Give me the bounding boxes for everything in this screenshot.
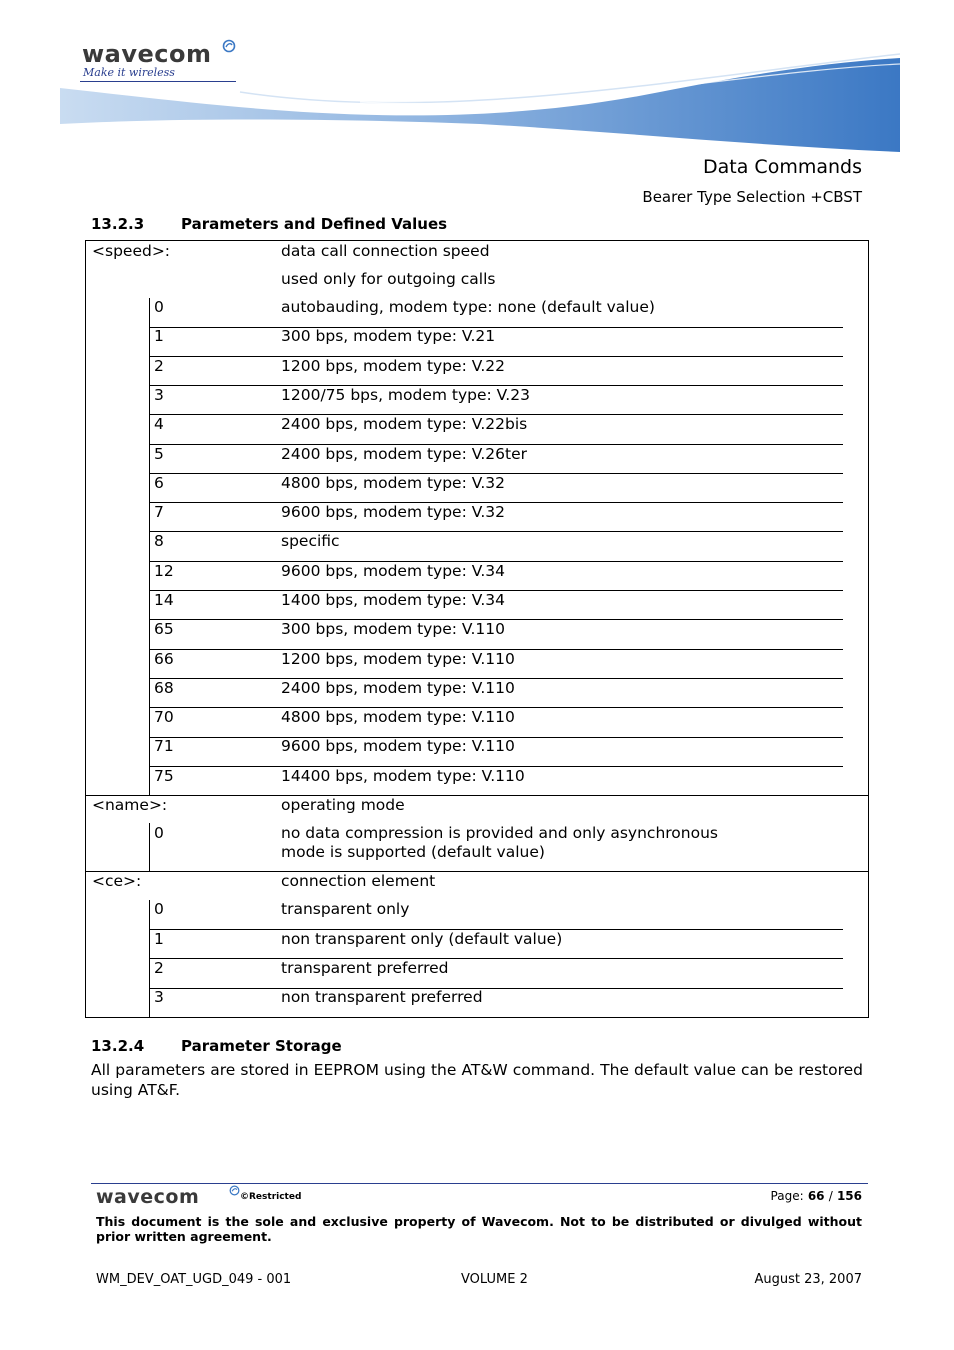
value-code: 71: [154, 737, 174, 755]
value-text: 2400 bps, modem type: V.110: [281, 679, 515, 697]
value-text: 2400 bps, modem type: V.22bis: [281, 415, 528, 433]
storage-paragraph: All parameters are stored in EEPROM using the AT&W command. The default value can be restored using AT&F.: [91, 1061, 863, 1099]
value-text: 1200 bps, modem type: V.22: [281, 357, 505, 375]
param-name-ce: <ce>:: [92, 872, 142, 890]
value-code: 66: [154, 650, 174, 668]
param-name-name: <name>:: [92, 796, 168, 814]
param-name-speed: <speed>:: [92, 242, 171, 260]
value-text: 300 bps, modem type: V.21: [281, 327, 496, 345]
value-text: 1400 bps, modem type: V.34: [281, 591, 505, 609]
value-text: transparent preferred: [281, 959, 449, 977]
footer-wavecom-logo: wavecom: [96, 1186, 200, 1208]
value-text: mode is supported (default value): [281, 843, 545, 861]
document-date: August 23, 2007: [754, 1272, 862, 1287]
tagline-rule: [80, 81, 236, 82]
subtable-divider: [149, 823, 150, 871]
value-code: 7: [154, 503, 164, 521]
value-code: 75: [154, 767, 174, 785]
value-code: 2: [154, 357, 164, 375]
document-volume: VOLUME 2: [461, 1272, 528, 1287]
section-title: Parameters and Defined Values: [181, 215, 448, 233]
value-code: 6: [154, 474, 164, 492]
param-divider: [86, 795, 868, 796]
section-heading-parameters: [91, 215, 447, 233]
value-code: 12: [154, 562, 174, 580]
value-code: 5: [154, 445, 164, 463]
section-number: 13.2.3: [91, 215, 145, 233]
value-text: no data compression is provided and only asynchronous: [281, 824, 718, 842]
row-divider: [149, 327, 843, 328]
parameters-table: [85, 240, 869, 1018]
value-text: 9600 bps, modem type: V.32: [281, 503, 505, 521]
value-code: 2: [154, 959, 164, 977]
value-text: non transparent preferred: [281, 988, 483, 1006]
value-code: 65: [154, 620, 174, 638]
value-text: 300 bps, modem type: V.110: [281, 620, 505, 638]
value-text: specific: [281, 532, 340, 550]
restricted-label: ©Restricted: [240, 1192, 302, 1202]
page-number: [771, 1189, 862, 1203]
section-heading-storage: [91, 1037, 342, 1055]
tagline: Make it wireless: [83, 66, 175, 79]
logo-swirl-icon: [229, 1185, 240, 1196]
value-code: 3: [154, 386, 164, 404]
param-desc: connection element: [281, 872, 436, 890]
value-code: 70: [154, 708, 174, 726]
page-subtitle: Bearer Type Selection +CBST: [642, 188, 862, 206]
value-code: 0: [154, 824, 164, 842]
value-text: 1200 bps, modem type: V.110: [281, 650, 515, 668]
page-total: 156: [836, 1189, 862, 1203]
page-current: 66: [807, 1189, 825, 1203]
value-code: 3: [154, 988, 164, 1006]
value-text: non transparent only (default value): [281, 930, 563, 948]
param-desc: used only for outgoing calls: [281, 270, 496, 288]
header-wave-graphic: [60, 52, 900, 162]
footer-rule: [91, 1183, 868, 1184]
value-code: 0: [154, 298, 164, 316]
page-separator: /: [828, 1189, 833, 1203]
value-text: autobauding, modem type: none (default value): [281, 298, 655, 316]
value-text: transparent only: [281, 900, 410, 918]
wavecom-logo: wavecom: [82, 40, 212, 68]
value-text: 14400 bps, modem type: V.110: [281, 767, 525, 785]
subtable-divider: [149, 298, 150, 795]
value-text: 2400 bps, modem type: V.26ter: [281, 445, 527, 463]
value-code: 68: [154, 679, 174, 697]
value-text: 9600 bps, modem type: V.34: [281, 562, 505, 580]
param-desc: data call connection speed: [281, 242, 490, 260]
value-code: 1: [154, 930, 164, 948]
param-divider: [86, 871, 868, 872]
page-label: Page:: [770, 1189, 804, 1203]
value-text: 4800 bps, modem type: V.32: [281, 474, 505, 492]
value-text: 9600 bps, modem type: V.110: [281, 737, 515, 755]
value-text: 1200/75 bps, modem type: V.23: [281, 386, 530, 404]
param-desc: operating mode: [281, 796, 405, 814]
row-divider: [149, 988, 843, 989]
section-number: 13.2.4: [91, 1037, 145, 1055]
value-code: 0: [154, 900, 164, 918]
confidentiality-notice: This document is the sole and exclusive property of Wavecom. Not to be distributed or divulged without prior written agreement.: [96, 1214, 862, 1244]
row-divider: [149, 958, 843, 959]
value-text: 4800 bps, modem type: V.110: [281, 708, 515, 726]
value-code: 14: [154, 591, 174, 609]
document-id: WM_DEV_OAT_UGD_049 - 001: [96, 1272, 292, 1287]
logo-swirl-icon: [222, 39, 236, 53]
page-title: Data Commands: [703, 156, 862, 178]
value-code: 8: [154, 532, 164, 550]
value-code: 4: [154, 415, 164, 433]
row-divider: [149, 531, 843, 532]
section-title: Parameter Storage: [181, 1037, 342, 1055]
value-code: 1: [154, 327, 164, 345]
